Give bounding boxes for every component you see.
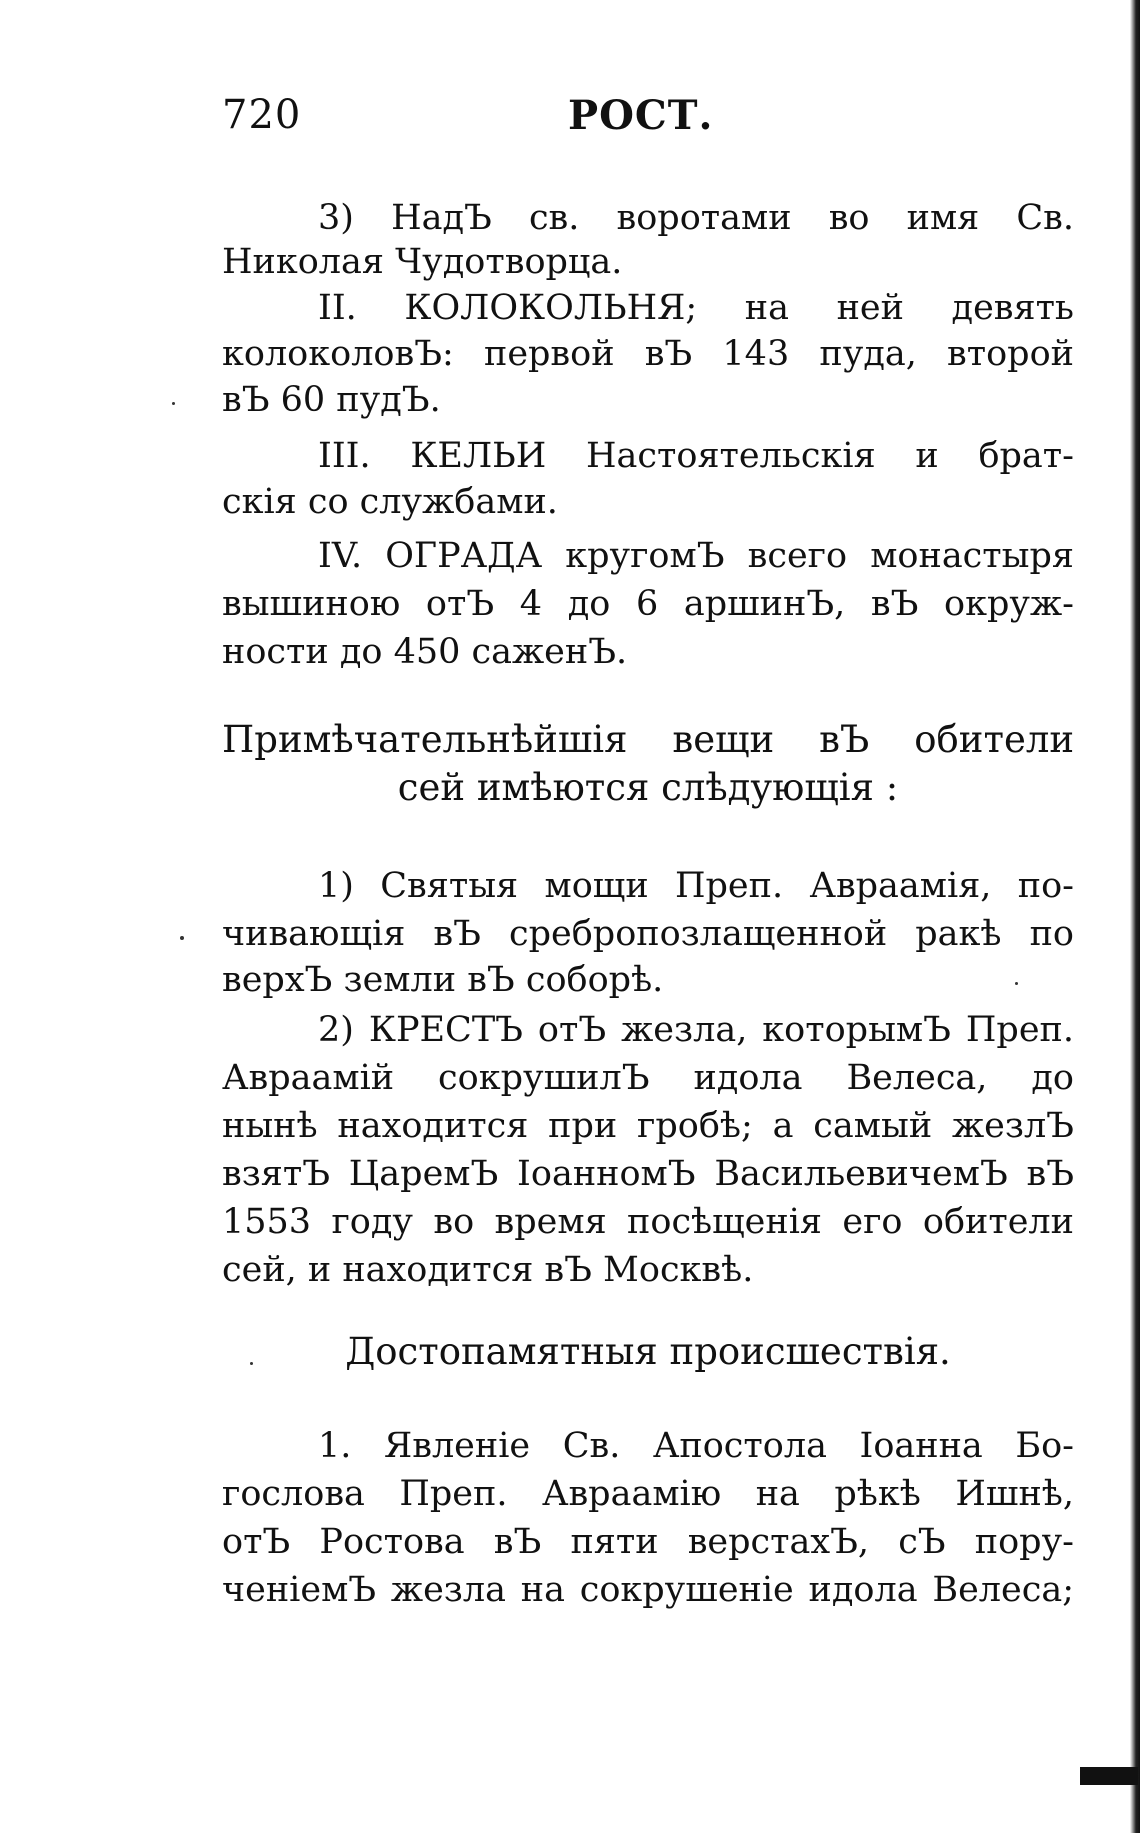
text-line: Авраамій сокрушилЪ идола Велеса, до <box>222 1058 1074 1098</box>
text-line: отЪ Ростова вЪ пяти верстахЪ, сЪ пору- <box>222 1522 1074 1562</box>
text-line: 1) Святыя мощи Преп. Авраамія, по- <box>318 866 1074 906</box>
text-line: II. КОЛОКОЛЬНЯ; на ней девять <box>318 288 1074 328</box>
text-line: взятЪ ЦаремЪ ІоанномЪ ВасильевичемЪ вЪ <box>222 1154 1074 1194</box>
text-line: колоколовЪ: первой вЪ 143 пуда, второй <box>222 334 1074 374</box>
section-heading-line: сей имѣются слѣдующія : <box>397 766 899 809</box>
scan-speck <box>172 402 175 405</box>
section-heading-line: Примѣчательнѣйшія вещи вЪ обители <box>222 718 1074 761</box>
text-line: вышиною отЪ 4 до 6 аршинЪ, вЪ окруж- <box>222 584 1074 624</box>
text-line: IV. ОГРАДА кругомЪ всего монастыря <box>318 536 1074 576</box>
text-line: 1553 году во время посѣщенія его обители <box>222 1202 1074 1242</box>
page-number: 720 <box>222 92 302 138</box>
text-line: чивающія вЪ сребропозлащенной ракѣ по <box>222 914 1074 954</box>
scan-speck <box>180 936 184 940</box>
text-line: 2) КРЕСТЪ отЪ жезла, которымЪ Преп. <box>318 1010 1074 1050</box>
scan-speck <box>250 1362 253 1365</box>
text-line: ности до 450 саженЪ. <box>222 632 628 672</box>
scan-speck <box>1015 982 1018 985</box>
text-line: 3) НадЪ св. воротами во имя Св. <box>318 198 1074 238</box>
running-head: РОСТ. <box>568 92 714 139</box>
text-line: сей, и находится вЪ Москвѣ. <box>222 1250 754 1290</box>
page-edge-mark <box>1080 1767 1138 1785</box>
text-line: Николая Чудотворца. <box>222 242 623 282</box>
section-heading: Достопамятныя происшествія. <box>345 1330 951 1373</box>
text-line: III. КЕЛЬИ Настоятельскія и брат- <box>318 436 1074 476</box>
text-line: вЪ 60 пудЪ. <box>222 380 441 420</box>
page-edge-shadow <box>1130 0 1140 1833</box>
text-line: скія со службами. <box>222 482 558 522</box>
text-line: ченіемЪ жезла на сокрушеніе идола Велеса; <box>222 1570 1074 1610</box>
text-line: верхЪ земли вЪ соборѣ. <box>222 960 664 1000</box>
page-header <box>222 92 1102 152</box>
text-line: 1. Явленіе Св. Апостола Іоанна Бо- <box>318 1426 1074 1466</box>
text-line: нынѣ находится при гробѣ; а самый жезлЪ <box>222 1106 1074 1146</box>
text-line: гослова Преп. Авраамію на рѣкѣ Ишнѣ, <box>222 1474 1074 1514</box>
